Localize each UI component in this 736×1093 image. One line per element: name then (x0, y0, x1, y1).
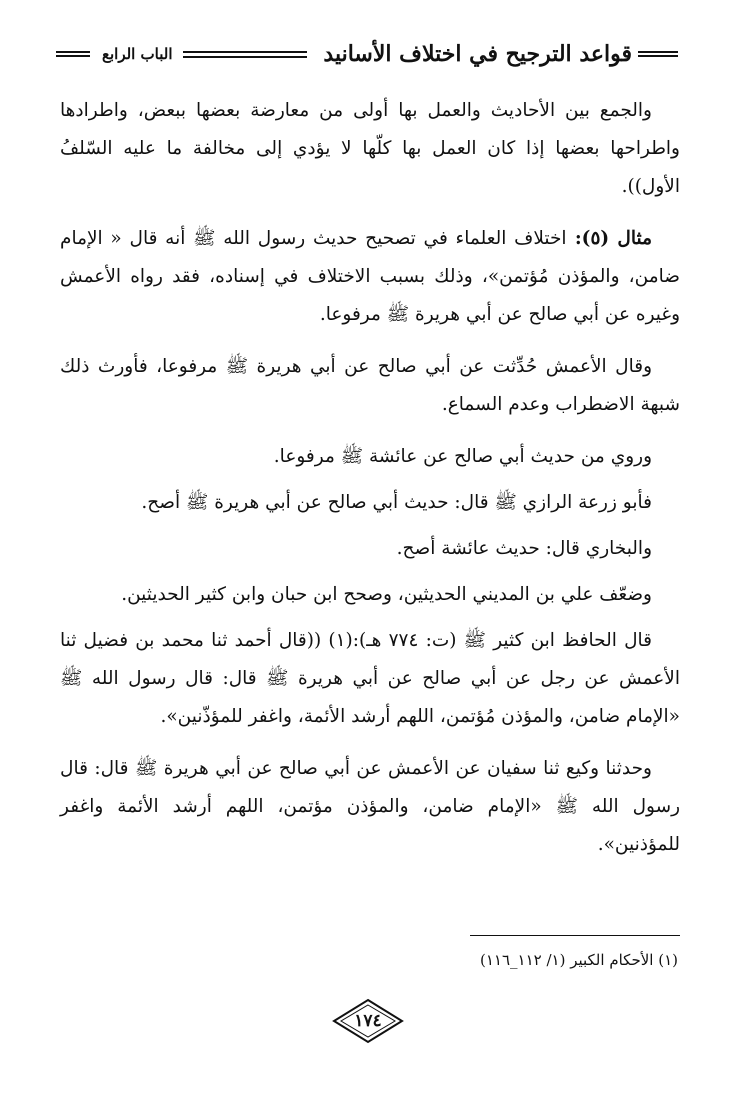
paragraph-text: وضعّف علي بن المديني الحديثين، وصحح ابن حبان وابن كثير الحديثين. (121, 584, 652, 605)
example-label: مثال (٥): (566, 228, 653, 249)
header-ornament-left (56, 51, 90, 57)
paragraph-text: فأبو زرعة الرازي ﷺ قال: حديث أبي صالح عن أبي هريرة ﷺ أصح. (141, 492, 652, 513)
paragraph (60, 220, 680, 334)
paragraph-text: وحدثنا وكيع ثنا سفيان عن الأعمش عن أبي صالح عن أبي هريرة ﷺ قال: قال رسول الله ﷺ «الإمام ضامن، والمؤذن مؤتمن، اللهم أرشد الأئمة واغفر للمؤذنين». (60, 758, 680, 855)
paragraph-text: اختلاف العلماء في تصحيح حديث رسول الله ﷺ أنه قال « الإمام ضامن، والمؤذن مُؤتمن»، وذلك بسبب الاختلاف في إسناده، فقد رواه الأعمش وغيره عن أبي صالح عن أبي هريرة ﷺ مرفوعا. (60, 228, 680, 325)
book-title: قواعد الترجيح في اختلاف الأسانيد (323, 41, 632, 67)
paragraph (60, 530, 680, 568)
page-body (60, 92, 680, 878)
header-ornament-right (638, 51, 678, 57)
chapter-title: الباب الرابع (102, 45, 173, 63)
running-header (56, 34, 678, 74)
paragraph-text: والبخاري قال: حديث عائشة أصح. (396, 538, 652, 559)
paragraph (60, 92, 680, 206)
paragraph (60, 622, 680, 736)
paragraph (60, 348, 680, 424)
paragraph (60, 576, 680, 614)
paragraph-text: قال الحافظ ابن كثير ﷺ (ت: ٧٧٤ هـ):(١) ((قال أحمد ثنا محمد بن فضيل ثنا الأعمش عن رجل عن أبي صالح عن أبي هريرة ﷺ قال: قال رسول الله ﷺ «الإمام ضامن، والمؤذن مُؤتمن، اللهم أرشد الأئمة، واغفر للمؤذّنين». (60, 630, 680, 727)
paragraph-text: وروي من حديث أبي صالح عن عائشة ﷺ مرفوعا. (273, 446, 652, 467)
footnote: (١) الأحكام الكبير (١/ ١١٢_١١٦) (479, 951, 678, 969)
header-double-rule (183, 51, 308, 58)
page-number-ornament (332, 998, 404, 1044)
paragraph (60, 438, 680, 476)
paragraph (60, 750, 680, 864)
page-number: ١٧٤ (354, 1011, 382, 1031)
paragraph-text: والجمع بين الأحاديث والعمل بها أولى من معارضة بعضها ببعض، واطرادها واطراحها بعضها إذا كان العمل بها كلّها لا يؤدي إلى مخالفة ما عليه السّلفُ الأول)). (60, 100, 680, 197)
paragraph-text: وقال الأعمش حُدِّثت عن أبي صالح عن أبي هريرة ﷺ مرفوعا، فأورث ذلك شبهة الاضطراب وعدم السماع. (60, 356, 680, 415)
paragraph (60, 484, 680, 522)
footnote-separator (470, 935, 680, 936)
